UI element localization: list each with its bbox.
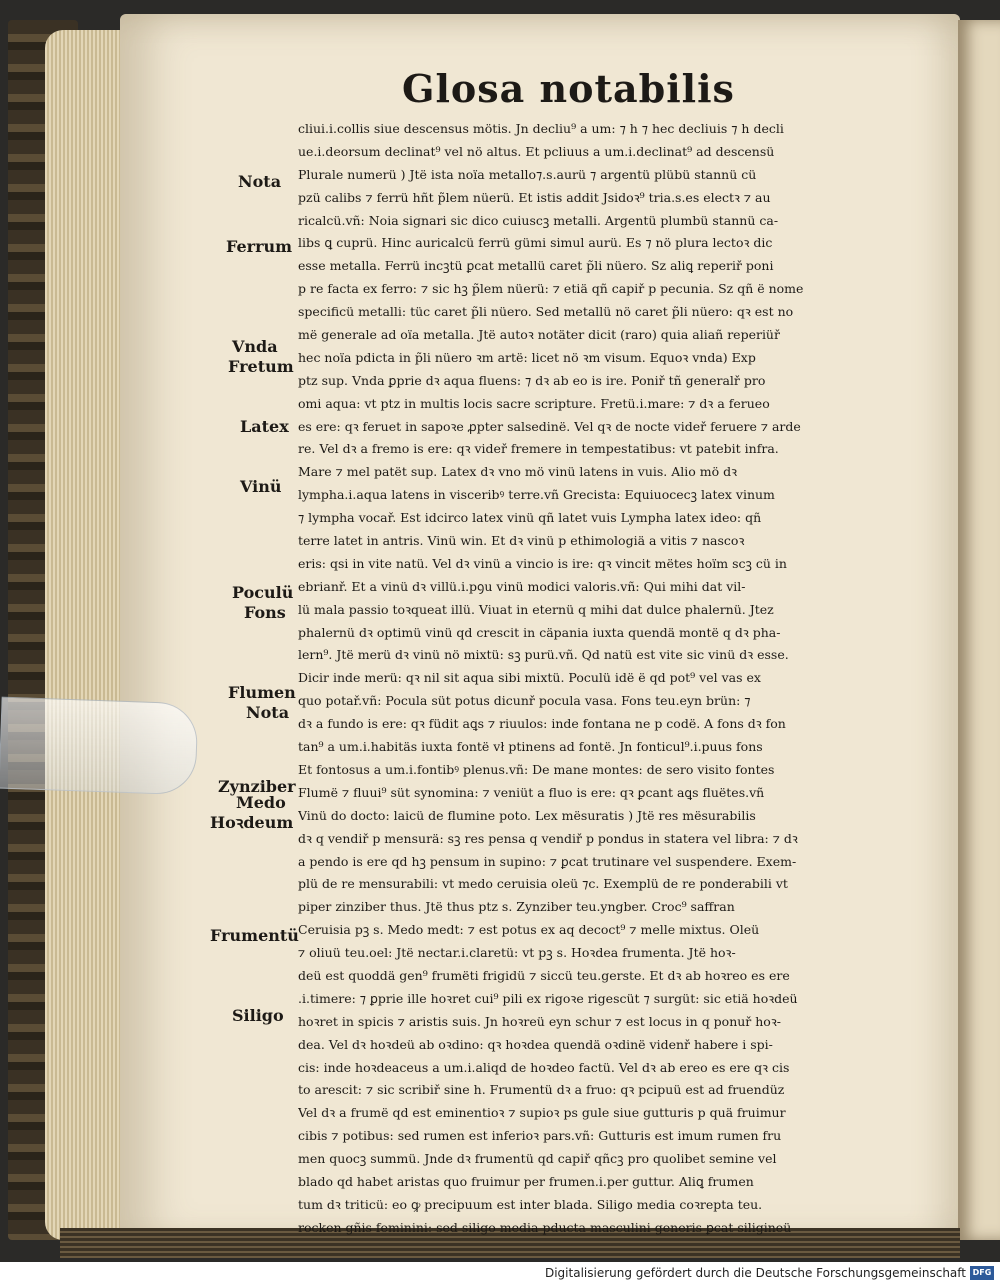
text-line: Dicir inde merü: qꝛ nil sit aqua sibi mixtü. Poculü idë ë qd pot⁹ vel vas ex: [298, 670, 761, 686]
text-line: hoꝛret in spicis ⁊ aristis suis. Jn hoꝛreü eyn schur ⁊ est locus in q ponuř hoꝛ-: [298, 1013, 781, 1029]
text-line: piper zinziber thus. Jtë thus ptz s. Zynziber teu.yngber. Croc⁹ saffran: [298, 899, 735, 915]
text-line: pzü calibs ⁊ ferrü hñt p̃lem nüerü. Et istis addit Jsidoꝛ⁹ tria.s.es electꝛ ⁊ au: [298, 189, 771, 205]
text-line: eris: qsi in vite natü. Vel dꝛ vinü a vincio is ire: qꝛ vincit mëtes hoïm scꝫ cü in: [298, 555, 787, 571]
text-line: tan⁹ a um.i.habitäs iuxta fontë vł ptinens ad fontë. Jn fonticul⁹.i.puus fons: [298, 739, 763, 755]
margin-note: Fretum: [228, 357, 294, 376]
text-line: omi aqua: vt ptz in multis locis sacre scripture. Fretü.i.mare: ⁊ dꝛ a ferueo: [298, 395, 770, 411]
funding-credit: Digitalisierung gefördert durch die Deutsche Forschungsgemeinschaft: [544, 1266, 966, 1280]
margin-note: Flumen: [228, 683, 296, 702]
text-line: Et fontosus a um.i.fontibꝰ plenus.vñ: De mane montes: de sero visito fontes: [298, 761, 775, 777]
text-line: p re facta ex ferro: ⁊ sic hꝫ p̃lem nüerü: ⁊ etiä qñ capiř p pecunia. Sz qñ ë nome: [298, 281, 804, 297]
text-line: ue.i.deorsum declinat⁹ vel nö altus. Et pcliuus a um.i.declinat⁹ ad descensü: [298, 143, 775, 159]
text-line: Vel dꝛ a frumë qd est eminentioꝛ ⁊ supioꝛ ps gule siue gutturis p quä fruimur: [298, 1105, 786, 1121]
text-line: quo potař.vñ: Pocula süt potus dicunř pocula vasa. Fons teu.eyn brün: ⁊: [298, 693, 751, 709]
text-line: .i.timere: ⁊ ꝑprie ille hoꝛret cui⁹ pili ex rigoꝛe rigescüt ⁊ surgüt: sic etiä hoꝛdeü: [298, 990, 798, 1006]
text-line: dꝛ q vendiř p mensurä: sꝫ res pensa q vendiř p pondus in statera vel libra: ⁊ dꝛ: [298, 830, 798, 846]
margin-note: Frumentü: [210, 926, 299, 945]
text-line: ricalcü.vñ: Noia signari sic dico cuiuscꝫ metalli. Argentü plumbü stannü ca-: [298, 212, 779, 228]
margin-note: Siligo: [232, 1006, 284, 1025]
text-line: lympha.i.aqua latens in visceribꝰ terre.vñ Grecista: Equiuocecꝫ latex vinum: [298, 487, 775, 503]
text-line: esse metalla. Ferrü incꝫtü ꝑcat metallü caret p̃li nüero. Sz aliꝗ reperiř poni: [298, 258, 774, 274]
text-line: dea. Vel dꝛ hoꝛdeü ab oꝛdino: qꝛ hoꝛdea quendä oꝛdinë videnř habere i spi-: [298, 1036, 773, 1052]
text-line: tum dꝛ triticü: eo ꝙ precipuum est inter blada. Siligo media coꝛrepta teu.: [298, 1196, 763, 1212]
text-line: terre latet in antris. Vinü win. Et dꝛ vinü p ethimologiä a vitis ⁊ nascoꝛ: [298, 533, 745, 549]
glass-page-weight: [0, 697, 199, 796]
text-line: rocken gñis feminini: sed siligo media pducta masculini generis ꝑcat siligineü: [298, 1219, 792, 1235]
text-line: cis: inde hoꝛdeaceus a um.i.aliqd de hoꝛdeo factü. Vel dꝛ ab ereo es ere qꝛ cis: [298, 1059, 790, 1075]
text-line: Mare ⁊ mel patët sup. Latex dꝛ vno mö vinü latens in vuis. Alio mö dꝛ: [298, 464, 738, 480]
margin-note: Nota: [238, 172, 282, 191]
margin-note: Medo: [236, 793, 286, 812]
text-line: ebrianř. Et a vinü dꝛ villü.i.pꝯu vinü modici valoris.vñ: Qui mihi dat vil-: [298, 578, 746, 594]
text-line: men quocꝫ summü. Jnde dꝛ frumentü qd capiř qñcꝫ pro quolibet semine vel: [298, 1151, 777, 1167]
text-line: ptz sup. Vnda ꝑprie dꝛ aqua fluens: ⁊ dꝛ ab eo is ire. Poniř tñ generalř pro: [298, 372, 766, 388]
facing-page-edge: [958, 20, 1000, 1240]
margin-note: Ferrum: [226, 237, 293, 256]
text-line: es ere: qꝛ feruet in sapoꝛe ꝓpter salsedinë. Vel qꝛ de nocte videř feruere ⁊ arde: [298, 418, 801, 434]
text-line: Plurale numerü ) Jtë ista noïa metallo⁊.s.aurü ⁊ argentü plübü stannü cü: [298, 166, 757, 182]
margin-note: Nota: [246, 703, 290, 722]
text-line: lü mala passio toꝛqueat illü. Viuat in eternü q mihi dat dulce phalernü. Jtez: [298, 601, 774, 617]
margin-note: Poculü: [232, 583, 294, 602]
text-line: plü de re mensurabili: vt medo ceruisia oleü ⁊c. Exemplü de re ponderabili vt: [298, 876, 788, 892]
text-line: hec noïa pdicta in p̃li nüero ꝛm artë: licet nö ꝛm visum. Equoꝛ vnda) Exp: [298, 349, 756, 365]
text-line: libs ꝗ cuprü. Hinc auricalcü ferrü gümi simul aurü. Es ⁊ nö plura lectoꝛ dic: [298, 235, 773, 251]
text-line: Flumë ⁊ fluui⁹ süt synomina: ⁊ veniüt a fluo is ere: qꝛ ꝑcant aꝗs fluëtes.vñ: [298, 784, 765, 800]
text-line: ⁊ oliuü teu.oel: Jtë nectar.i.claretü: vt pꝫ s. Hoꝛdea frumenta. Jtë hoꝛ-: [298, 945, 736, 961]
text-line: blado qd habet aristas quo fruimur per frumen.i.per guttur. Aliꝗ frumen: [298, 1173, 754, 1189]
text-line: dꝛ a fundo is ere: qꝛ füdit aꝗs ⁊ riuulos: inde fontana ne p codë. A fons dꝛ fon: [298, 716, 786, 732]
text-line: to arescit: ⁊ sic scribiř sine h. Frumentü dꝛ a fruo: qꝛ pcipuü est ad fruendüz: [298, 1082, 785, 1098]
text-line: lern⁹. Jtë merü dꝛ vinü nö mixtü: sꝫ purü.vñ. Qd natü est vite sic vinü dꝛ esse.: [298, 647, 789, 663]
margin-note: Latex: [240, 417, 289, 436]
text-line: a pendo is ere qd hꝫ pensum in supino: ⁊ ꝑcat trutinare vel suspendere. Exem-: [298, 853, 797, 869]
margin-note: Vinü: [240, 477, 282, 496]
margin-note: Hoꝛdeum: [210, 813, 294, 832]
footer-bar: [0, 1262, 1000, 1286]
text-line: cliui.i.collis siue descensus mötis. Jn decliu⁹ a um: ⁊ h ⁊ hec decliuis ⁊ h decli: [298, 121, 784, 136]
margin-note: Vnda: [232, 337, 278, 356]
text-line: Vinü do docto: laicü de flumine poto. Lex mësuratis ) Jtë res mësurabilis: [298, 807, 756, 823]
text-line: phalernü dꝛ optimü vinü qd crescit in cäpania iuxta quendä montë q dꝛ pha-: [298, 624, 781, 640]
page-title: Glosa notabilis: [402, 66, 735, 111]
text-line: Ceruisia pꝫ s. Medo medt: ⁊ est potus ex aq decoct⁹ ⁊ melle mixtus. Oleü: [298, 922, 760, 938]
text-line: specificü metalli: tüc caret p̃li nüero. Sed metallü nö caret p̃li nüero: qꝛ est no: [298, 304, 794, 320]
text-line: cibis ⁊ potibus: sed rumen est inferioꝛ pars.vñ: Gutturis est imum rumen fru: [298, 1128, 782, 1144]
text-column: [298, 118, 898, 1240]
margin-note: Fons: [244, 603, 286, 622]
text-line: ⁊ lympha vocař. Est idcirco latex vinü qñ latet vuis Lympha latex ideo: qñ: [298, 510, 762, 526]
text-line: deü est quoddä gen⁹ frumëti frigidü ⁊ siccü teu.gerste. Et dꝛ ab hoꝛreo es ere: [298, 967, 790, 983]
dfg-logo-icon: DFG: [970, 1266, 994, 1280]
text-line: re. Vel dꝛ a fremo is ere: qꝛ videř fremere in tempestatibus: vt patebit infra.: [298, 441, 779, 457]
text-line: më generale ad oïa metalla. Jtë autoꝛ notäter dicit (raro) quia aliañ reperiüř: [298, 327, 780, 343]
margin-note: Zynziber: [218, 777, 296, 796]
